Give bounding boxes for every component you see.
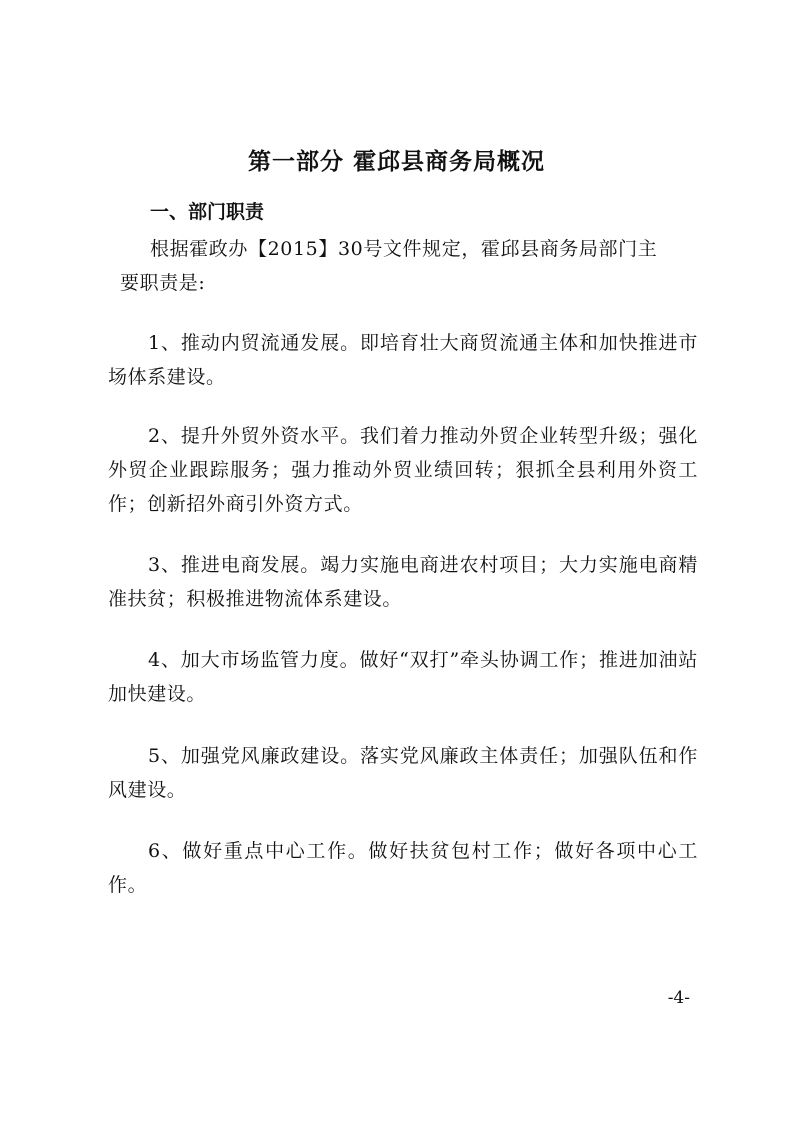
intro-text-line-1: 根据霍政办【2015】30号文件规定，霍邱县商务局部门主	[150, 238, 658, 260]
duty-item-5: 5、加强党风廉政建设。落实党风廉政主体责任；加强队伍和作风建设。	[108, 745, 698, 801]
page-title: 第一部分 霍邱县商务局概况	[247, 149, 545, 175]
duty-item-4: 4、加大市场监管力度。做好“双打”牵头协调工作；推进加油站加快建设。	[108, 649, 698, 705]
duty-item-6: 6、做好重点中心工作。做好扶贫包村工作；做好各项中心工作。	[108, 840, 698, 896]
intro-text-line-2: 要职责是:	[120, 272, 206, 294]
duty-item-3: 3、推进电商发展。竭力实施电商进农村项目；大力实施电商精准扶贫；积极推进物流体系建设。	[108, 554, 698, 610]
duty-item-1: 1、推动内贸流通发展。即培育壮大商贸流通主体和加快推进市场体系建设。	[108, 332, 698, 388]
duty-item-2: 2、提升外贸外资水平。我们着力推动外贸企业转型升级；强化外贸企业跟踪服务；强力推动外贸业绩回转；狠抓全县利用外资工作；创新招外商引外资方式。	[108, 425, 698, 515]
page-number: -4-	[667, 988, 690, 1008]
section-heading: 一、部门职责	[150, 201, 265, 223]
